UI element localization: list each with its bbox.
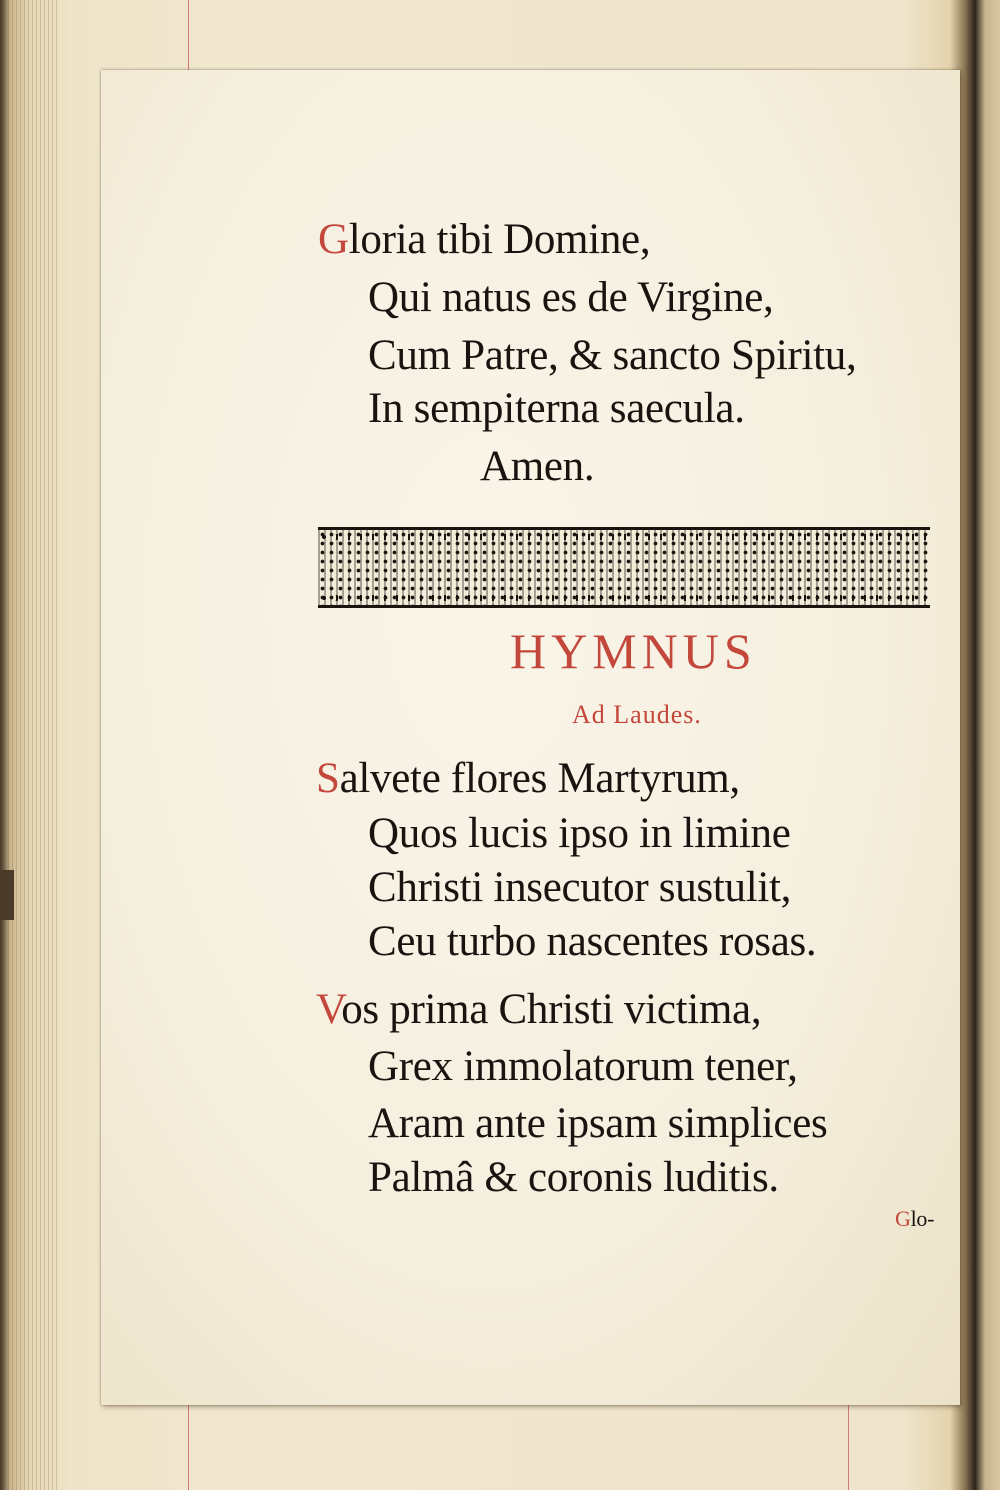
hymn-subtitle: Ad Laudes. bbox=[572, 700, 702, 729]
red-ruling-line-bottom bbox=[188, 1405, 189, 1490]
verse3-line3: Aram ante ipsam simplices bbox=[368, 1100, 828, 1147]
verse2-initial: S bbox=[316, 755, 340, 802]
verse1-line1-text: loria tibi Domine, bbox=[348, 216, 651, 263]
verse1-line3: Cum Patre, & sancto Spiritu, bbox=[368, 332, 857, 379]
verse3-line1 bbox=[316, 988, 761, 1031]
book-page bbox=[101, 70, 960, 1405]
verse3-line1-text: os prima Christi victima, bbox=[341, 986, 762, 1033]
verse3-line4: Palmâ & coronis luditis. bbox=[368, 1154, 779, 1201]
verse1-line1 bbox=[318, 218, 650, 261]
ornament-row-bottom bbox=[318, 595, 930, 601]
verse2-line2: Quos lucis ipso in limine bbox=[368, 810, 791, 857]
verse2-line3: Christi insecutor sustulit, bbox=[368, 864, 792, 911]
typographic-ornament-band bbox=[318, 527, 930, 608]
hymn-title: HYMNUS bbox=[510, 623, 757, 679]
catchword bbox=[895, 1208, 934, 1230]
verse1-amen: Amen. bbox=[480, 443, 595, 490]
verse1-initial: G bbox=[318, 216, 349, 263]
verse2-line1 bbox=[316, 757, 740, 800]
verse1-line4: In sempiterna saecula. bbox=[368, 385, 745, 432]
verse2-line1-text: alvete flores Martyrum, bbox=[339, 755, 740, 802]
verse1-line2: Qui natus es de Virgine, bbox=[368, 274, 774, 321]
red-ruling-line-top bbox=[188, 0, 189, 70]
verse3-line2: Grex immolatorum tener, bbox=[368, 1043, 798, 1090]
ornament-row-top bbox=[318, 534, 930, 540]
catchword-initial: G bbox=[895, 1206, 911, 1231]
red-ruling-line-bottom-right bbox=[848, 1405, 849, 1490]
page-edges-left bbox=[0, 0, 60, 1490]
catchword-text: lo- bbox=[910, 1206, 935, 1231]
verse2-line4: Ceu turbo nascentes rosas. bbox=[368, 918, 817, 965]
verse3-initial: V bbox=[316, 986, 342, 1033]
binding-tab bbox=[0, 870, 14, 920]
